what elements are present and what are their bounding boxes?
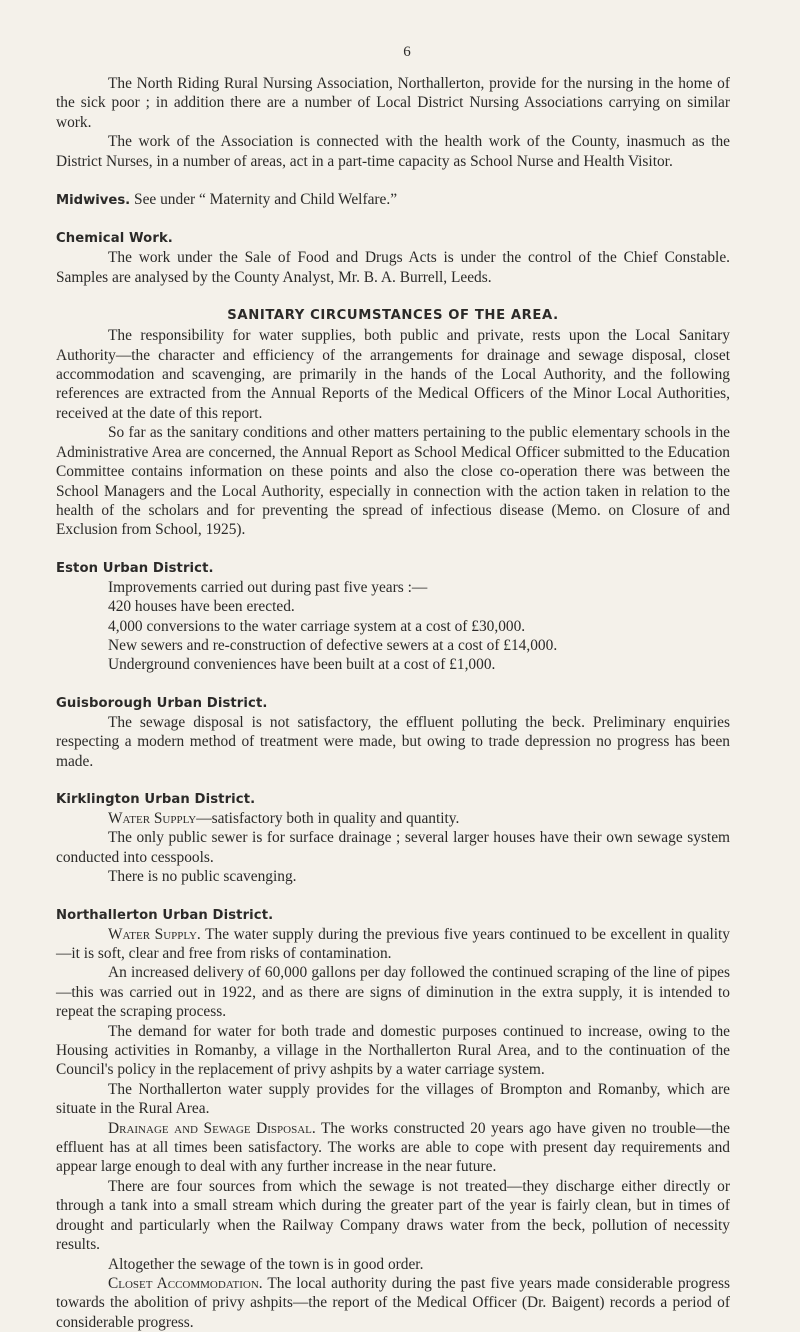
northallerton-water-paragraph bbox=[56, 925, 730, 964]
association-health-work-paragraph: The work of the Association is connected with the health work of the County, inasmuch as the District Nurses, in a number of areas, act in a part-time capacity as School Nurse and Health Visitor. bbox=[56, 133, 730, 170]
midwives-heading: Midwives. bbox=[56, 193, 131, 209]
eston-item: 420 houses have been erected. bbox=[108, 598, 295, 616]
midwives-paragraph bbox=[56, 190, 730, 210]
eston-heading: Eston Urban District. bbox=[56, 560, 214, 576]
eston-item: 4,000 conversions to the water carriage system at a cost of £30,000. bbox=[108, 617, 526, 635]
northallerton-closet-text: The local authority during the past five years made considerable progress towards the abolition of privy ashpits—the report of the Medical Officer (Dr. Baigent) records a period of considerable progress. bbox=[56, 1274, 730, 1331]
sanitary-responsibility-paragraph: The responsibility for water supplies, both public and private, rests upon the Local Sanitary Authority—the character and efficiency of the arrangements for drainage and sewage disposal, closet accommodation and scavenging, are primarily in the hands of the Local Authority, and the following references are extracted from the Annual Reports of the Medical Officers of the Minor Local Authorities, received at the date of this report. bbox=[56, 327, 730, 422]
northallerton-sewage-order-paragraph: Altogether the sewage of the town is in good order. bbox=[108, 1255, 424, 1273]
northallerton-demand-paragraph: The demand for water for both trade and domestic purposes continued to increase, owing to the Housing activities in Romanby, a village in the Northallerton Rural Area, and to the continuation of the Council's policy in the replacement of privy ashpits by a water carriage system. bbox=[56, 1022, 730, 1079]
nursing-association-paragraph: The North Riding Rural Nursing Association, Northallerton, provide for the nursing in the home of the sick poor ; in addition there are a number of Local District Nursing Associations carrying on similar work. bbox=[56, 75, 730, 131]
northallerton-drainage-label: Drainage and Sewage Disposal. bbox=[108, 1119, 316, 1137]
chemical-work-paragraph: The work under the Sale of Food and Drugs Acts is under the control of the Chief Constable. Samples are analysed by the County Analyst, Mr. B. A. Burrell, Leeds. bbox=[56, 249, 730, 286]
kirklington-sewer-paragraph: The only public sewer is for surface drainage ; several larger houses have their own sewage system conducted into cesspools. bbox=[56, 829, 730, 866]
guisborough-heading: Guisborough Urban District. bbox=[56, 695, 268, 711]
eston-item: Improvements carried out during past five years :— bbox=[108, 578, 428, 596]
northallerton-drainage-text: The works constructed 20 years ago have given no trouble—the effluent has at all times been satisfactory. The works are able to cope with present day requirements and appear large enough to deal with any further increase in the near future. bbox=[56, 1119, 731, 1176]
northallerton-delivery-paragraph: An increased delivery of 60,000 gallons per day followed the continued scraping of the line of pipes—this was carried out in 1922, and as there are signs of diminution in the extra supply, it is intended to repeat the scraping process. bbox=[56, 964, 730, 1021]
kirklington-water-text: —satisfactory both in quality and quantity. bbox=[196, 809, 460, 827]
northallerton-closet-label: Closet Accommodation. bbox=[108, 1274, 263, 1292]
eston-item: Underground conveniences have been built at a cost of £1,000. bbox=[108, 656, 496, 674]
kirklington-water-paragraph bbox=[56, 809, 730, 828]
guisborough-paragraph: The sewage disposal is not satisfactory, the effluent polluting the beck. Preliminary enquiries respecting a modern method of treatment were made, but owing to trade depression no progress has been made. bbox=[56, 713, 730, 770]
sanitary-circumstances-heading: SANITARY CIRCUMSTANCES OF THE AREA. bbox=[227, 308, 559, 324]
northallerton-closet-paragraph bbox=[56, 1274, 730, 1332]
northallerton-water-text: The water supply during the previous five years continued to be excellent in quality—it is soft, clear and free from risks of contamination. bbox=[56, 925, 731, 962]
kirklington-water-label: Water Supply bbox=[108, 809, 197, 827]
eston-item: New sewers and re-construction of defective sewers at a cost of £14,000. bbox=[108, 636, 558, 654]
northallerton-drainage-paragraph bbox=[56, 1119, 730, 1177]
kirklington-heading: Kirklington Urban District. bbox=[56, 791, 256, 807]
sanitary-schools-paragraph: So far as the sanitary conditions and other matters pertaining to the public elementary schools in the Administrative Area are concerned, the Annual Report as School Medical Officer submitted to the Education Committee contains information on these points and also the close co-operation there was between the School Managers and the Local Authority, especially in connection with the action taken in relation to the health of the scholars and for preventing the spread of infectious disease (Memo. on Closure of and Exclusion from School, 1925). bbox=[56, 424, 730, 539]
northallerton-water-label: Water Supply. bbox=[108, 925, 201, 943]
kirklington-scavenging-paragraph: There is no public scavenging. bbox=[108, 868, 297, 886]
northallerton-sources-paragraph: There are four sources from which the sewage is not treated—they discharge either directly or through a tank into a small stream which during the greater part of the year is fairly clean, but in times of drought and particularly when the Railway Company draws water from the beck, pollution of necessity results. bbox=[56, 1177, 730, 1254]
page-number: 6 bbox=[403, 44, 411, 60]
northallerton-heading: Northallerton Urban District. bbox=[56, 907, 274, 923]
northallerton-villages-paragraph: The Northallerton water supply provides for the villages of Brompton and Romanby, which are situate in the Rural Area. bbox=[56, 1080, 730, 1118]
chemical-work-heading: Chemical Work. bbox=[56, 231, 173, 247]
midwives-text: See under “ Maternity and Child Welfare.” bbox=[130, 191, 398, 209]
